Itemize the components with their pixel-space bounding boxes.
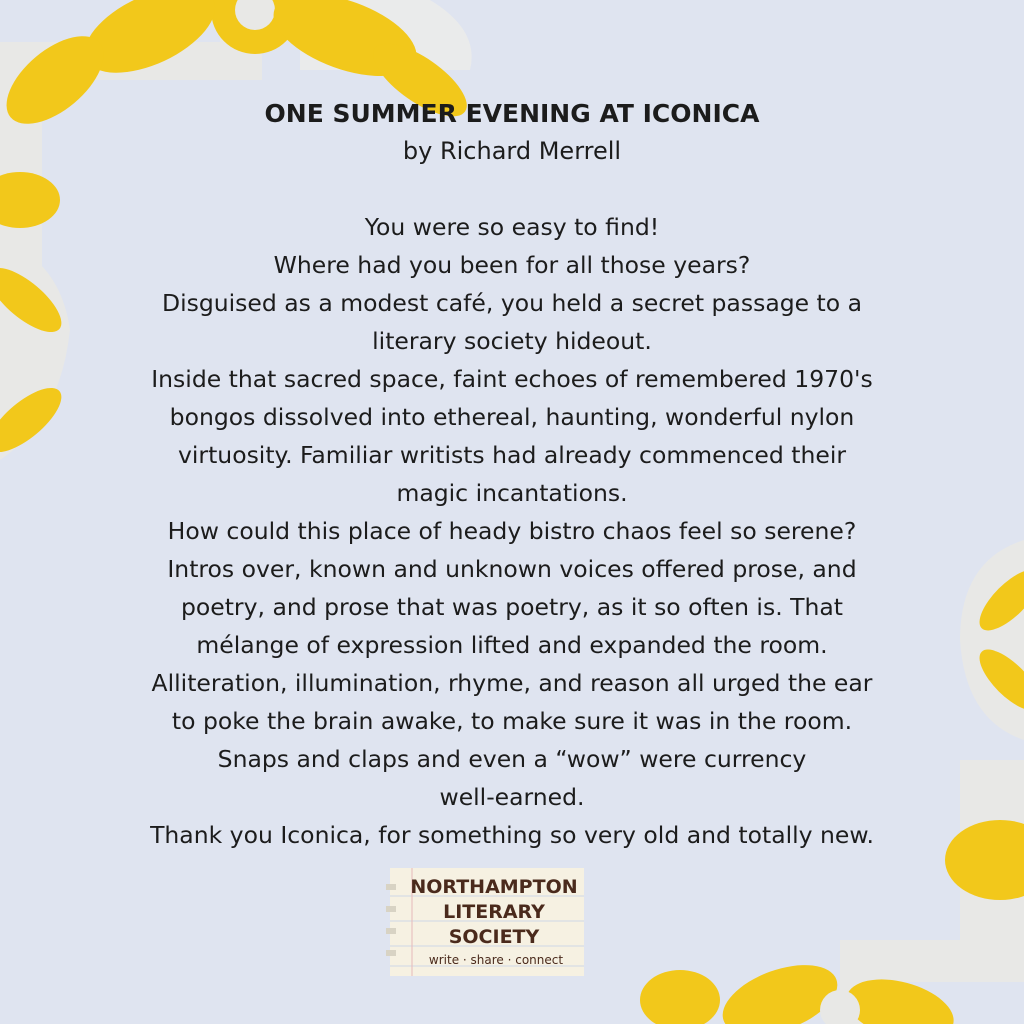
poem-line: How could this place of heady bistro chaos feel so serene? (167, 517, 857, 545)
poem-line: Intros over, known and unknown voices offered prose, and (167, 555, 857, 583)
poem-line: mélange of expression lifted and expanded the room. (196, 631, 828, 659)
poem-line: literary society hideout. (372, 327, 652, 355)
poem-line: magic incantations. (396, 479, 628, 507)
poem-body (92, 208, 932, 854)
logo-line-3: SOCIETY (448, 926, 540, 948)
poem-line: Where had you been for all those years? (273, 251, 751, 279)
poem-line: bongos dissolved into ethereal, haunting, wonderful nylon (169, 403, 855, 431)
poem-title: ONE SUMMER EVENING AT ICONICA (264, 99, 760, 128)
poem-line: Alliteration, illumination, rhyme, and reason all urged the ear (151, 669, 873, 697)
poem-line: Inside that sacred space, faint echoes of remembered 1970's (151, 365, 873, 393)
poem-line: You were so easy to find! (364, 213, 660, 241)
poem-byline: by Richard Merrell (402, 137, 622, 165)
poem-line: Snaps and claps and even a “wow” were currency (217, 745, 807, 773)
poem (92, 96, 932, 854)
poem-line: virtuosity. Familiar writists had already commenced their (177, 441, 847, 469)
poem-line: poetry, and prose that was poetry, as it so often is. That (180, 593, 844, 621)
poem-line: Thank you Iconica, for something so very old and totally new. (150, 821, 874, 849)
northampton-literary-society-logo (384, 866, 586, 978)
poem-line: to poke the brain awake, to make sure it was in the room. (171, 707, 853, 735)
poem-line: Disguised as a modest café, you held a secret passage to a (161, 289, 863, 317)
poem-line: well-earned. (439, 783, 585, 811)
flower-right (960, 540, 1024, 740)
logo-line-2: LITERARY (443, 901, 545, 923)
logo-tagline: write · share · connect (428, 953, 564, 967)
logo-line-1: NORTHAMPTON (410, 876, 578, 898)
flower-left (0, 240, 71, 463)
